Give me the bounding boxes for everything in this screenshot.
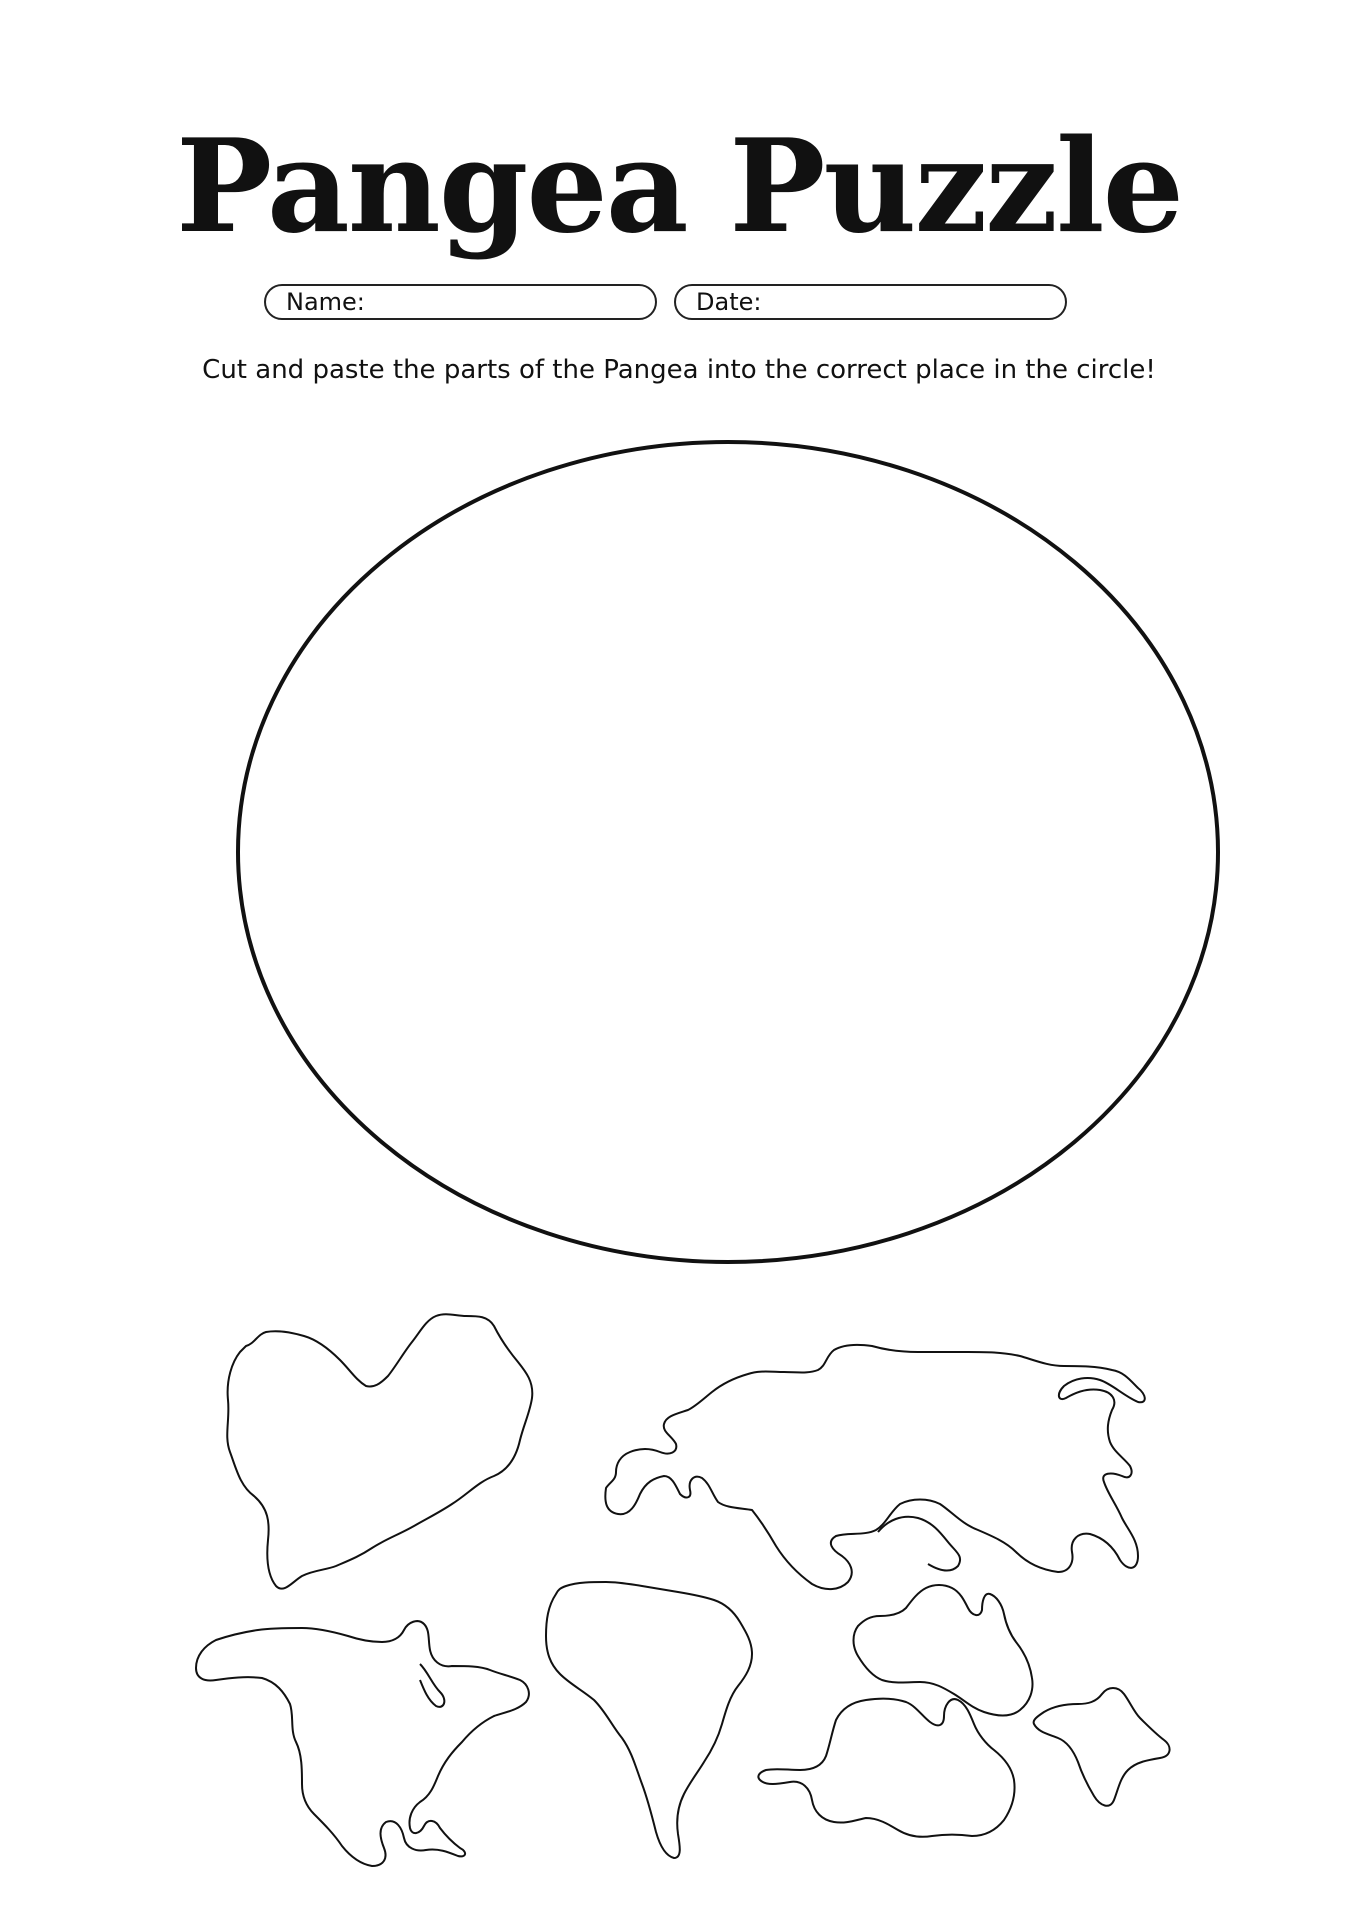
india-piece[interactable]	[1034, 1688, 1170, 1806]
instructions-text: Cut and paste the parts of the Pangea into the correct place in the circle!	[202, 355, 1156, 385]
name-label: Name:	[286, 288, 365, 316]
north-america-coast-detail	[420, 1664, 444, 1707]
australia-piece[interactable]	[854, 1585, 1033, 1716]
antarctica-piece[interactable]	[758, 1699, 1014, 1837]
eurasia-piece[interactable]	[605, 1345, 1144, 1589]
eurasia-coast-detail	[878, 1517, 960, 1571]
date-label: Date:	[696, 288, 762, 316]
worksheet-title: Pangea Puzzle	[176, 112, 1182, 262]
north-america-piece[interactable]	[196, 1621, 529, 1866]
target-circle	[238, 442, 1218, 1262]
south-america-piece[interactable]	[546, 1582, 752, 1858]
africa-piece[interactable]	[227, 1314, 532, 1588]
